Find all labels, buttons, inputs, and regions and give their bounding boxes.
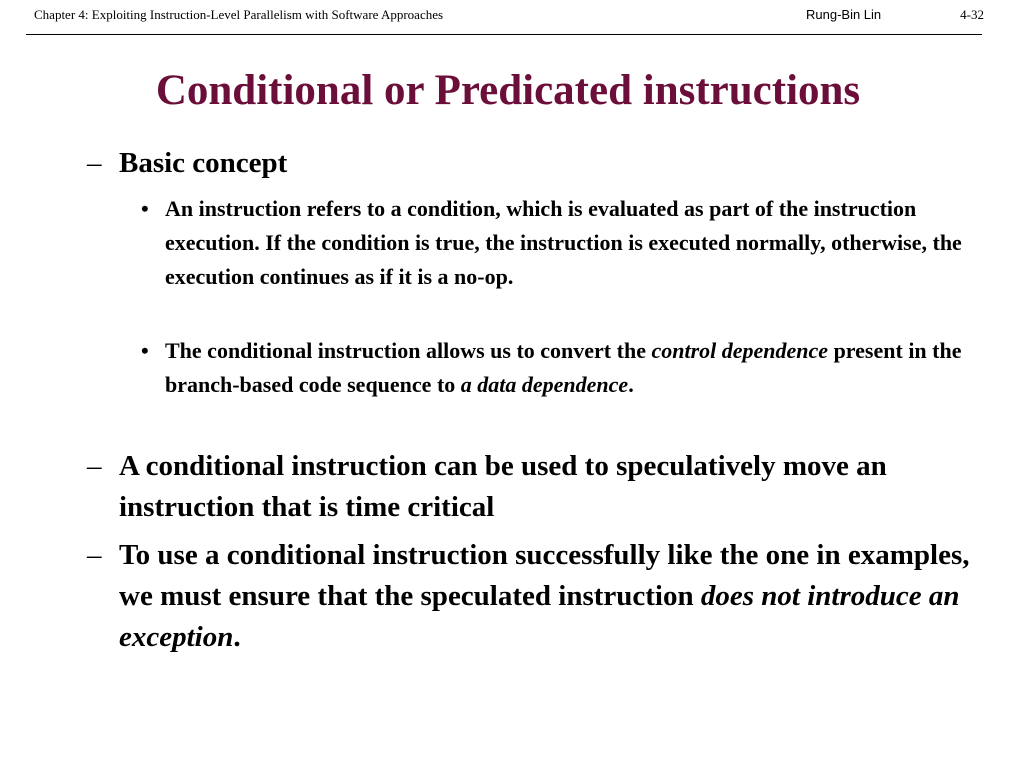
author-name: Rung-Bin Lin [806,7,882,22]
dash-marker: – [87,539,102,571]
list-item-text-part2: . [233,621,241,653]
sub-item-text-part1: The conditional instruction allows us to convert the [165,338,652,363]
page-number: 4-32 [960,7,984,22]
slide-header [0,0,1024,36]
dash-marker: – [87,147,102,179]
sub-item-text-italic1: control dependence [651,338,829,363]
list-item-exception [87,535,999,658]
list-item-basic-concept [87,143,999,184]
sub-item-text-italic2: a data dependence [460,372,629,397]
slide-title: Conditional or Predicated instructions [155,67,861,114]
header-divider [26,34,982,35]
dash-marker: – [87,450,102,482]
list-item-speculative-move [87,446,999,528]
list-item-text: Basic concept [119,147,288,179]
bullet-marker: • [141,196,149,221]
sub-item-definition [141,192,975,294]
sub-item-text-part3: . [628,372,634,397]
sub-item-conversion [141,334,975,402]
sub-item-text-part2: present in the branch-based code sequence to [165,338,962,397]
chapter-title: Chapter 4: Exploiting Instruction-Level Parallelism with Software Approaches [34,7,444,22]
bullet-marker: • [141,338,149,363]
list-item-text-part1: To use a conditional instruction successfully like the one in examples, we must ensure that the speculated instruction [119,539,970,612]
list-item-text-italic1: does not introduce an exception [119,580,960,653]
sub-item-text: An instruction refers to a condition, which is evaluated as part of the instruction execution. If the condition is true, the instruction is executed normally, otherwise, the execution continues as if it is a no-op. [165,196,962,289]
list-item-text: A conditional instruction can be used to speculatively move an instruction that is time critical [119,450,887,523]
